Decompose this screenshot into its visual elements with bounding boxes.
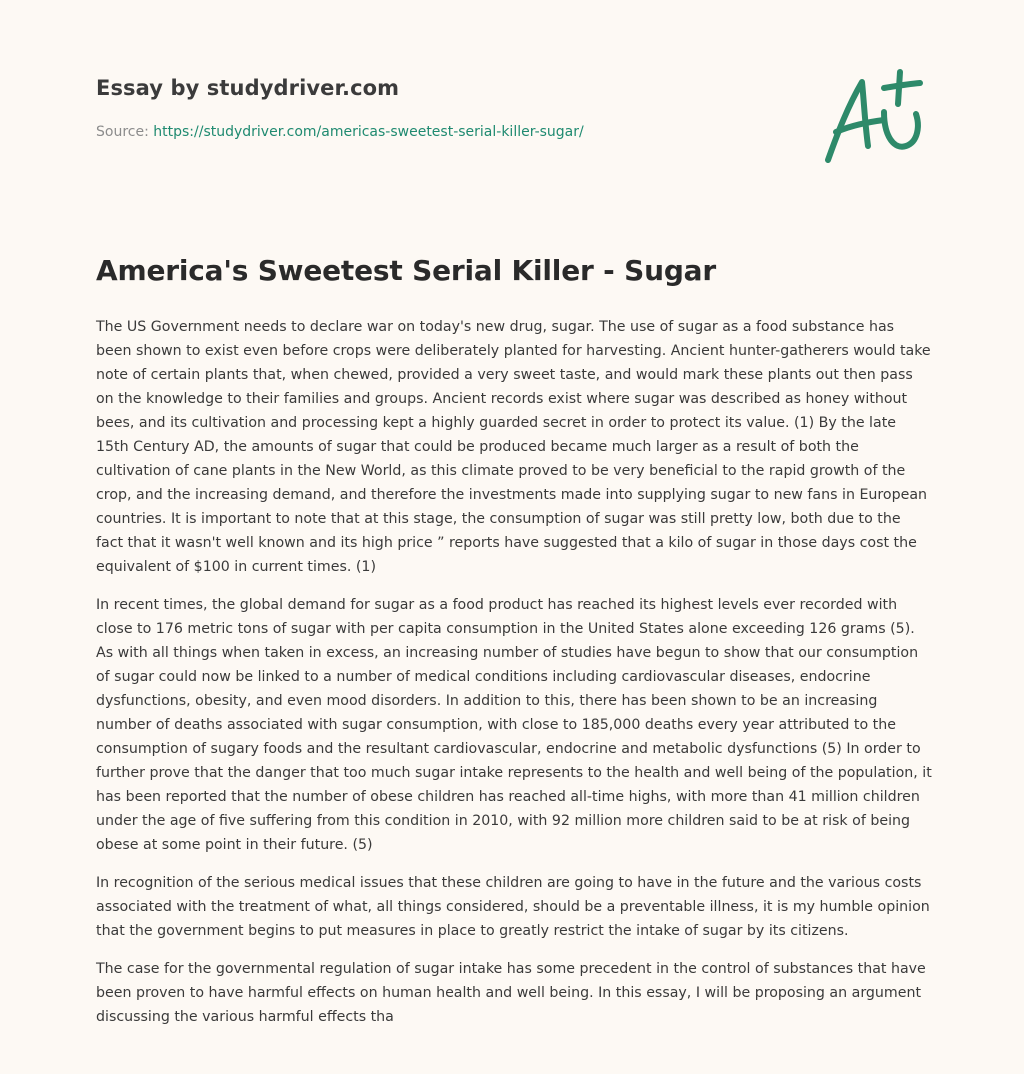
essay-body xyxy=(96,315,932,1043)
source-label: Source: xyxy=(96,124,154,140)
essay-paragraph-4: The case for the governmental regulation of sugar intake has some precedent in the control of substances that have been proven to have harmful effects on human health and well being. In this essay, I will be proposing an argument discussing the various harmful effects tha xyxy=(96,961,926,1025)
site-brand-title: Essay by studydriver.com xyxy=(96,76,400,100)
a-plus-logo-icon xyxy=(818,66,930,166)
essay-paragraph-2: In recent times, the global demand for sugar as a food product has reached its highest levels ever recorded with close to 176 metric tons of sugar with per capita consumption in the United States alone exceeding 126 grams (5). As with all things when taken in excess, an increasing number of studies have begun to show that our consumption of sugar could now be linked to a number of medical conditions including cardiovascular diseases, endocrine dysfunctions, obesity, and even mood disorders. In addition to this, there has been shown to be an increasing number of deaths associated with sugar consumption, with close to 185,000 deaths every year attributed to the consumption of sugary foods and the resultant cardiovascular, endocrine and metabolic dysfunctions (5) In order to further prove that the danger that too much sugar intake represents to the health and well being of the population, it has been reported that the number of obese children has reached all-time highs, with more than 41 million children under the age of five suffering from this condition in 2010, with 92 million more children said to be at risk of being obese at some point in their future. (5) xyxy=(96,597,932,853)
essay-paragraph-1: The US Government needs to declare war on today's new drug, sugar. The use of sugar as a food substance has been shown to exist even before crops were deliberately planted for harvesting. Ancient hunter-gatherers would take note of certain plants that, when chewed, provided a very sweet taste, and would mark these plants out then pass on the knowledge to their families and groups. Ancient records exist where sugar was described as honey without bees, and its cultivation and processing kept a highly guarded secret in order to protect its value. (1) By the late 15th Century AD, the amounts of sugar that could be produced became much larger as a result of both the cultivation of cane plants in the New World, as this climate proved to be very beneficial to the rapid growth of the crop, and the increasing demand, and therefore the investments made into supplying sugar to new fans in European countries. It is important to note that at this stage, the consumption of sugar was still pretty low, both due to the fact that it wasn't well known and its high price ” reports have suggested that a kilo of sugar in those days cost the equivalent of $100 in current times. (1) xyxy=(96,319,931,575)
source-line xyxy=(96,124,584,140)
essay-title: America's Sweetest Serial Killer - Sugar xyxy=(96,254,716,287)
source-link[interactable]: https://studydriver.com/americas-sweetest-serial-killer-sugar/ xyxy=(153,124,584,140)
essay-paragraph-3: In recognition of the serious medical issues that these children are going to have in the future and the various costs associated with the treatment of what, all things considered, should be a preventable illness, it is my humble opinion that the government begins to put measures in place to greatly restrict the intake of sugar by its citizens. xyxy=(96,875,930,939)
